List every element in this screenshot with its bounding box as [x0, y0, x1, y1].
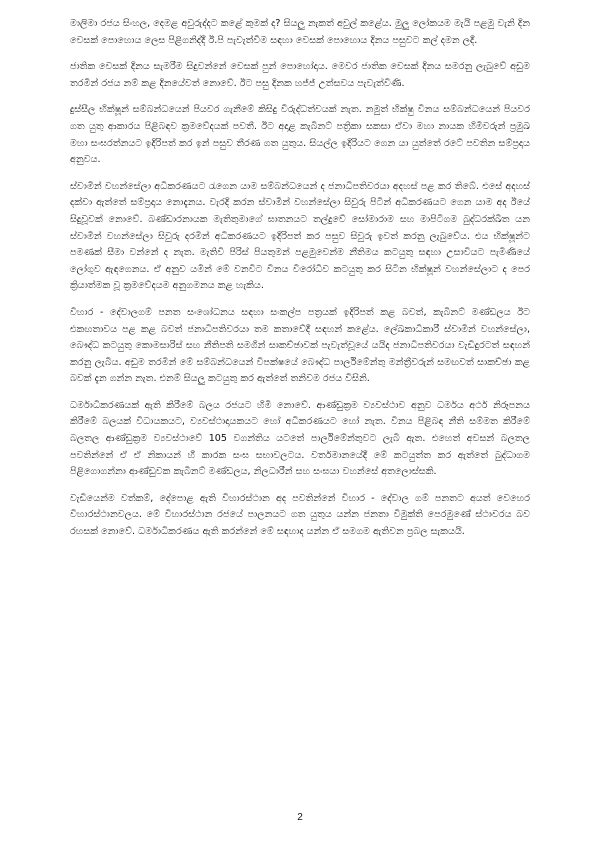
paragraph-2: ජාතික වෙසක් දිනය සැමරීම සිදුවන්නේ වෙසක් පුන් පොහෝදාය. මෙවර ජාතික වෙසක් දිනය සමරනු ලැබුවේ අඩුම තරමින් රජය නම් කළ දිනයේවත් නොවේ. ඊට පසු දිනක හජ්ජ් උත්සවය පැවැත්විණි.: [70, 61, 530, 89]
page-number: 2: [297, 812, 303, 823]
paragraph-6: ධර්මාධිකරණයක් ඇති කිරීමේ බලය රජයට හිමි නොවේ. ආණ්ඩුක්‍රම ව්‍යවස්ථාව අනුව ධර්මය අර්ථ නිරූපනය කිරීමේ බලයක් විධායකයට, ව්‍යවස්ථාදායකයට හෝ අධිකරණයට හෝ නැත. විනය පිළිබඳ නීති සම්මත කිරීමේ බලතල ආණ්ඩුක්‍රම ව්‍යවස්ථාවේ 105 වගන්තිය යටතේ පාර්ලිමේන්තුවට ලැබී ඇත. එහෙත් අවසන් බලතල පවතින්නේ ඒ ඒ නිකායන් හී කාරක සංඝ සභාවලටය. වර්තමානයේදී මේ කටයුත්ත කර ඇත්තේ බුද්ධාගම පිළිගොගන්නා ආණ්ඩුවක කැබිනට් මණ්ඩලය, නිලධාරීන් සහ සංඝයා වහන්සේ අතලොස්සකි.: [70, 399, 530, 478]
paragraph-5: විහාර - දේවාලගම් පනත සංශෝධනය සඳහා සංකල්ප පත්‍රයක් ඉදිරිපත් කළ බවත්, කැබිනට් මණ්ඩලය ඊට එකඟතාවය පළ කළ බවත් ජනාධිපතිවරයා තම කතාවේදී සඳහන් කළේය. ලේඛකාධිකාරී ස්වාමීන් වහන්සේලා, බෞද්ධ කටයුතු කොමසාරිස් සහ නීතිපති සමගින් සාකච්ඡාවක් පැවැත්වූයේ යයිද ජනාධිපතිවරයා වැඩිදුරටත් සඳහන් කරනු ලැබීය. අඩුම තරමින් මේ සම්බන්ධයෙන් විපක්ෂයේ බෞද්ධ පාර්ලිමේන්තු මන්ත්‍රීවරුන් සමඟවත් සාකච්ඡා කළ බවක් දැන ගන්න නැත. එනම් සියලු කටයුතු කර ඇත්තේ තනිවම රජය විසිනි.: [70, 306, 530, 385]
paragraph-7: වැඩියෙන්ම වත්කම්, දේපොළ ඇති විහාරස්ථාන අද පවතින්නේ විහාර - දේවාල ගම් පනතට අයත් වෙහෙර විහාරස්ථානවලය. මේ විහාරස්ථාන රජයේ පාලනයට ගත යුතුය යන්න ජනතා විමුක්ති පෙරමුණේ ස්ථාවරය බව රහසක් නොවේ. ධර්මාධිකරණය ඇති කරන්නේ මේ සඳහාද යන්න ඒ සමගම ඇතිවන ප්‍රබල සැකයයි.: [70, 492, 530, 538]
paragraph-4: ස්වාමීන් වහන්සේලා අධිකරණයට රැගෙන යාම සම්බන්ධයෙන් ද ජනාධිපතිවරයා අදහස් පළ කර තිබේ. එසේ අදහස් දක්වා ඇත්තේ සම්ප්‍රදාය නොදැනය. වැරදි කරන ස්වාමීන් වහන්සේලා සිවුරු පිටින් අධිකරණයට ගෙන යාම අද ඊයේ සිදුවූවක් නොවේ. බණ්ඩාරනායක මැතිතුමාගේ ඝාතනයට තල්දුවේ සෝමාරාම සහ මාපිටිගම බුද්ධරක්ඛිත යන ස්වාමීන් වහන්සේලා සිවුරු දරමින් අධිකරණයට ඉදිරිපත් කර පසුව සිවුරු ඉවත් කරනු ලැබුවේය. එය භික්ෂූන්ට පමණක් සීමා වන්නේ ද නැත. මැතිවි පිරිස් පියතුමන් පළමුවෙන්ම නීතිමය කටයුතු සඳහා උසාවියට පැමිණියේ ලෝගුව ඇඳගෙනය. ඒ අනුව යමින් මේ වනවිට විනය විරෝධීව කටයුතු කර සිටින භික්ෂූන් වහන්සේලාට ද පෙර ක්‍රියාත්මක වූ ක්‍රමවේදයම අනුගමනය කළ හැකිය.: [70, 180, 530, 292]
paragraph-1: මාලිමා රජය සිංහල, දෙමළ අවුරුද්දට කළේ කුමක් ද? සියලු නැකත් අවුල් කළේය. මුලු ලෝකයම මැයි පළමු වැනි දින වෙසක් පොහොය ලෙස පිළිගනිද්දී ඊ.පි පැවැත්වීම සඳහා වෙසක් පොහොය දිනය පසුවට කල් දමන ලදී.: [70, 18, 530, 46]
paragraph-3: දුස්සීල භික්ෂූන් සම්බන්ධයෙන් පියවර ගැනීමේ කිසිදු විරුද්ධත්වයක් නැත. නමුත් භික්ෂු විනය සම්බන්ධයෙන් පියවර ගත යුතු ආකාරය පිළිබඳව ක්‍රමවේදයක් පවතී. ඊට අදාළ කැබිනට් පත්‍රිකා සකසා ඒවා මහා නායක හිමිවරුන් ප්‍රමුඛ මහා සංඝරත්නයට ඉදිරිපත් කර ඉන් පසුව තීරණ ගත යුතුය. සියල්ල ඉදිරියට ගෙන යා යුත්තේ රටේ පවතින සම්ප්‍රදාය අනුවය.: [70, 104, 530, 166]
